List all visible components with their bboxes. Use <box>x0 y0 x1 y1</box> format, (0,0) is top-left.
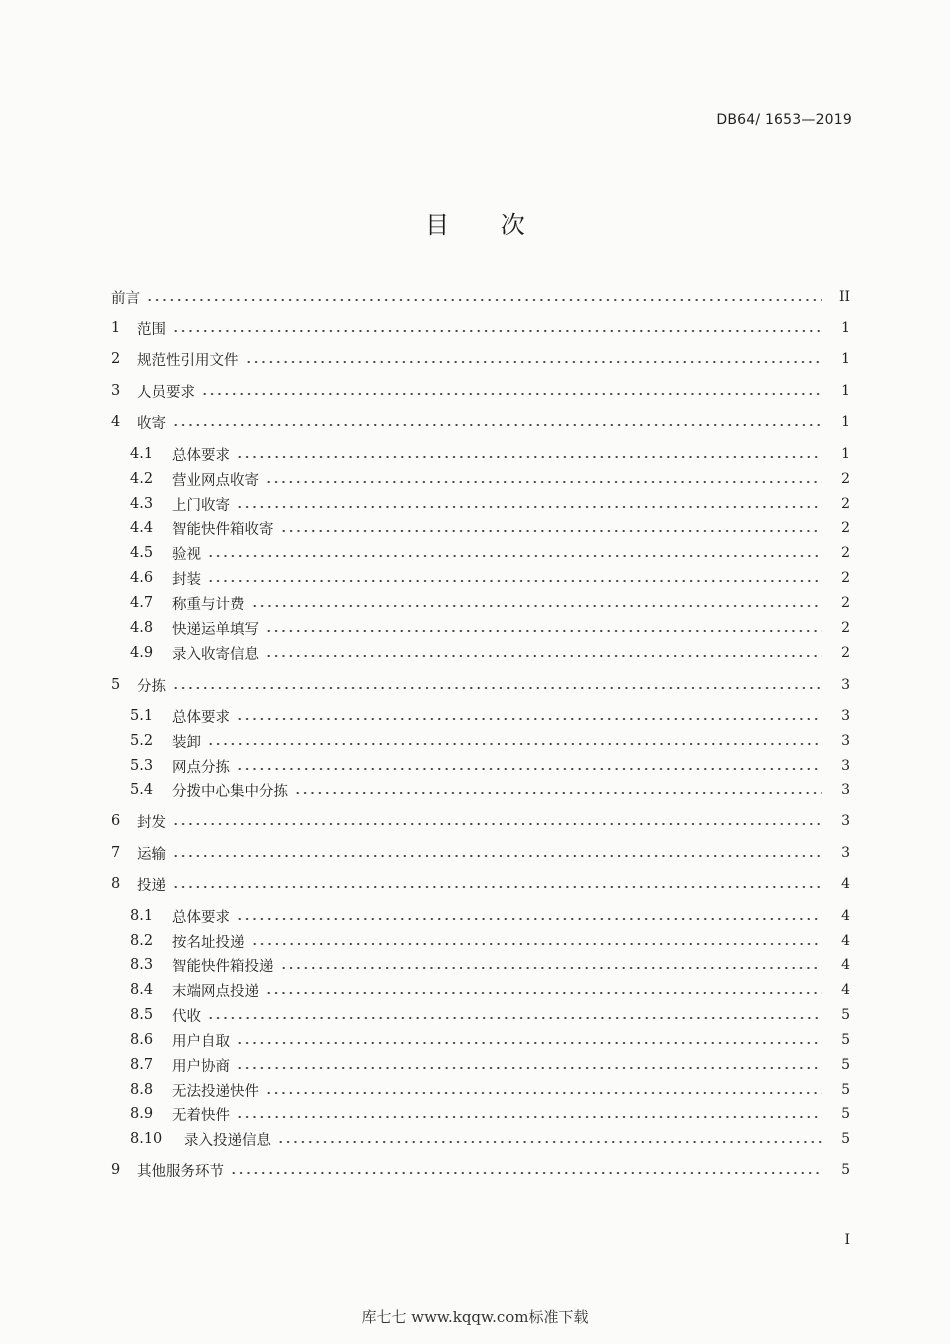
toc-leader-dots <box>265 480 822 484</box>
toc-entry-number: 8.3 <box>130 957 154 973</box>
toc-leader-dots <box>294 791 822 795</box>
toc-entry-page: 2 <box>841 471 850 487</box>
toc-entry-page: 1 <box>841 414 850 430</box>
toc-entry-page: 1 <box>841 320 850 336</box>
toc-entry-page: 5 <box>841 1057 850 1073</box>
toc-entry <box>0 1128 950 1150</box>
toc-entry-page: 1 <box>841 383 850 399</box>
toc-entry-title: 录入投递信息 <box>184 1129 275 1150</box>
toc-leader-dots <box>251 942 822 946</box>
toc-entry-page: 2 <box>841 496 850 512</box>
toc-entry <box>0 286 950 308</box>
toc-entry <box>0 1029 950 1051</box>
toc-entry-page: 3 <box>841 782 850 798</box>
toc-leader-dots <box>265 1091 822 1095</box>
toc-leader-dots <box>265 629 822 633</box>
standard-code: DB64/ 1653—2019 <box>716 112 852 128</box>
footer-watermark: 库七七 www.kqqw.com标准下载 <box>361 1308 589 1326</box>
toc-entry-page: 3 <box>841 758 850 774</box>
toc-entry-number: 4.2 <box>130 471 154 487</box>
toc-entry-page: 4 <box>841 933 850 949</box>
toc-entry <box>0 567 950 589</box>
toc-entry-number: 5.3 <box>130 758 154 774</box>
toc-entry-number: 7 <box>111 845 121 861</box>
toc-entry-number: 9 <box>111 1162 121 1178</box>
toc-entry <box>0 905 950 927</box>
toc-entry-title: 无着快件 <box>172 1104 234 1125</box>
toc-entry <box>0 1159 950 1181</box>
toc-entry-page: II <box>838 289 850 305</box>
toc-entry <box>0 411 950 433</box>
toc-entry-number: 8.10 <box>130 1131 163 1147</box>
toc-entry-title: 分拣 <box>137 675 170 696</box>
toc-entry <box>0 842 950 864</box>
toc-entry-page: 5 <box>841 1131 850 1147</box>
toc-entry <box>0 1103 950 1125</box>
toc-entry-number: 8.9 <box>130 1106 154 1122</box>
toc-entry-page: 1 <box>841 446 850 462</box>
toc-entry-number: 5 <box>111 677 121 693</box>
toc-leader-dots <box>280 966 822 970</box>
toc-entry <box>0 1079 950 1101</box>
toc-entry-number: 6 <box>111 813 121 829</box>
toc-entry-title: 人员要求 <box>137 381 199 402</box>
toc-entry-page: 2 <box>841 570 850 586</box>
toc-leader-dots <box>236 767 822 771</box>
toc-entry <box>0 873 950 895</box>
toc-entry-number: 4.7 <box>130 595 154 611</box>
toc-entry-title: 投递 <box>137 874 170 895</box>
toc-entry-number: 8.6 <box>130 1032 154 1048</box>
toc-entry-page: 4 <box>841 957 850 973</box>
toc-entry-title: 总体要求 <box>172 706 234 727</box>
toc-entry-number: 8.7 <box>130 1057 154 1073</box>
toc-entry-title: 范围 <box>137 318 170 339</box>
toc-entry-number: 8.8 <box>130 1082 154 1098</box>
toc-entry-number: 4.6 <box>130 570 154 586</box>
toc-entry-title: 网点分拣 <box>172 756 234 777</box>
toc-entry-page: 5 <box>841 1007 850 1023</box>
toc-entry-page: 4 <box>841 876 850 892</box>
toc-leader-dots <box>230 1171 822 1175</box>
toc-entry-number: 2 <box>111 351 121 367</box>
toc-entry-number: 5.1 <box>130 708 154 724</box>
toc-entry-page: 1 <box>841 351 850 367</box>
toc-entry-title: 营业网点收寄 <box>172 469 263 490</box>
toc-entry-page: 3 <box>841 813 850 829</box>
toc-entry-title: 前言 <box>111 287 144 308</box>
toc-entry-page: 5 <box>841 1162 850 1178</box>
toc-entry-number: 8.1 <box>130 908 154 924</box>
toc-entry-title: 封发 <box>137 811 170 832</box>
toc-entry-title: 封装 <box>172 568 205 589</box>
toc-entry-title: 按名址投递 <box>172 931 249 952</box>
toc-entry-title: 其他服务环节 <box>137 1160 228 1181</box>
toc-entry <box>0 674 950 696</box>
toc-entry-title: 装卸 <box>172 731 205 752</box>
toc-entry-number: 4.1 <box>130 446 154 462</box>
toc-entry-number: 5.2 <box>130 733 154 749</box>
toc-entry <box>0 1004 950 1026</box>
toc-entry-title: 收寄 <box>137 412 170 433</box>
toc-entry-page: 2 <box>841 545 850 561</box>
toc-entry <box>0 517 950 539</box>
toc-leader-dots <box>236 1115 822 1119</box>
toc-entry <box>0 755 950 777</box>
toc-entry <box>0 730 950 752</box>
toc-leader-dots <box>207 1016 822 1020</box>
toc-entry-title: 无法投递快件 <box>172 1080 263 1101</box>
toc-entry-number: 4.4 <box>130 520 154 536</box>
toc-entry-page: 4 <box>841 908 850 924</box>
toc-leader-dots <box>172 885 822 889</box>
toc-entry-page: 3 <box>841 845 850 861</box>
toc-entry-page: 5 <box>841 1106 850 1122</box>
toc-entry <box>0 617 950 639</box>
toc-leader-dots <box>251 604 822 608</box>
toc-entry-page: 2 <box>841 620 850 636</box>
toc-leader-dots <box>172 854 822 858</box>
toc-entry-title: 运输 <box>137 843 170 864</box>
toc-entry-number: 5.4 <box>130 782 154 798</box>
toc-entry <box>0 317 950 339</box>
toc-leader-dots <box>207 579 822 583</box>
toc-entry-page: 4 <box>841 982 850 998</box>
toc-entry <box>0 930 950 952</box>
toc-entry-title: 分拨中心集中分拣 <box>172 780 292 801</box>
toc-leader-dots <box>172 423 822 427</box>
toc-leader-dots <box>172 329 822 333</box>
toc-entry-page: 3 <box>841 708 850 724</box>
toc-entry <box>0 443 950 465</box>
toc-entry-title: 总体要求 <box>172 906 234 927</box>
toc-leader-dots <box>236 1066 822 1070</box>
toc-entry-number: 8.2 <box>130 933 154 949</box>
toc-entry-page: 3 <box>841 677 850 693</box>
toc-entry-title: 总体要求 <box>172 444 234 465</box>
toc-entry <box>0 954 950 976</box>
toc-entry-title: 验视 <box>172 543 205 564</box>
toc-entry-number: 4.3 <box>130 496 154 512</box>
toc-entry-title: 末端网点投递 <box>172 980 263 1001</box>
toc-entry-number: 8.5 <box>130 1007 154 1023</box>
toc-entry <box>0 1054 950 1076</box>
toc-entry <box>0 592 950 614</box>
toc-leader-dots <box>265 991 822 995</box>
toc-entry <box>0 979 950 1001</box>
toc-leader-dots <box>207 742 822 746</box>
toc-entry <box>0 380 950 402</box>
toc-entry-title: 代收 <box>172 1005 205 1026</box>
toc-leader-dots <box>236 917 822 921</box>
toc-entry <box>0 348 950 370</box>
toc-entry-title: 录入收寄信息 <box>172 643 263 664</box>
page-number: I <box>844 1232 850 1248</box>
toc-entry-title: 快递运单填写 <box>172 618 263 639</box>
toc-entry-number: 3 <box>111 383 121 399</box>
toc-entry-title: 用户自取 <box>172 1030 234 1051</box>
toc-leader-dots <box>236 505 822 509</box>
toc-entry-title: 用户协商 <box>172 1055 234 1076</box>
toc-leader-dots <box>236 1041 822 1045</box>
toc-entry-title: 智能快件箱收寄 <box>172 518 278 539</box>
toc-leader-dots <box>146 298 822 302</box>
toc-entry <box>0 779 950 801</box>
toc-leader-dots <box>236 717 822 721</box>
toc-entry-page: 2 <box>841 520 850 536</box>
toc-leader-dots <box>207 554 822 558</box>
toc-entry-page: 2 <box>841 645 850 661</box>
toc-leader-dots <box>236 455 822 459</box>
toc-entry <box>0 810 950 832</box>
toc-entry-number: 8 <box>111 876 121 892</box>
toc-entry <box>0 642 950 664</box>
toc-entry <box>0 468 950 490</box>
toc-entry-number: 4 <box>111 414 121 430</box>
page-title: 目 次 <box>425 211 547 239</box>
toc-entry-number: 8.4 <box>130 982 154 998</box>
toc-entry-page: 5 <box>841 1032 850 1048</box>
toc-entry-page: 3 <box>841 733 850 749</box>
toc-entry-title: 智能快件箱投递 <box>172 955 278 976</box>
toc-entry <box>0 493 950 515</box>
toc-leader-dots <box>277 1140 822 1144</box>
toc-leader-dots <box>201 392 822 396</box>
toc-entry-title: 称重与计费 <box>172 593 249 614</box>
toc-entry-page: 2 <box>841 595 850 611</box>
toc-entry <box>0 542 950 564</box>
toc-leader-dots <box>280 529 822 533</box>
toc-entry-page: 5 <box>841 1082 850 1098</box>
toc-leader-dots <box>172 686 822 690</box>
toc-entry-title: 规范性引用文件 <box>137 349 243 370</box>
toc-leader-dots <box>172 822 822 826</box>
toc-entry-number: 4.5 <box>130 545 154 561</box>
toc-entry-number: 4.8 <box>130 620 154 636</box>
toc-leader-dots <box>245 360 822 364</box>
toc-entry-number: 4.9 <box>130 645 154 661</box>
toc-entry <box>0 705 950 727</box>
toc-leader-dots <box>265 654 822 658</box>
toc-entry-title: 上门收寄 <box>172 494 234 515</box>
toc-entry-number: 1 <box>111 320 121 336</box>
